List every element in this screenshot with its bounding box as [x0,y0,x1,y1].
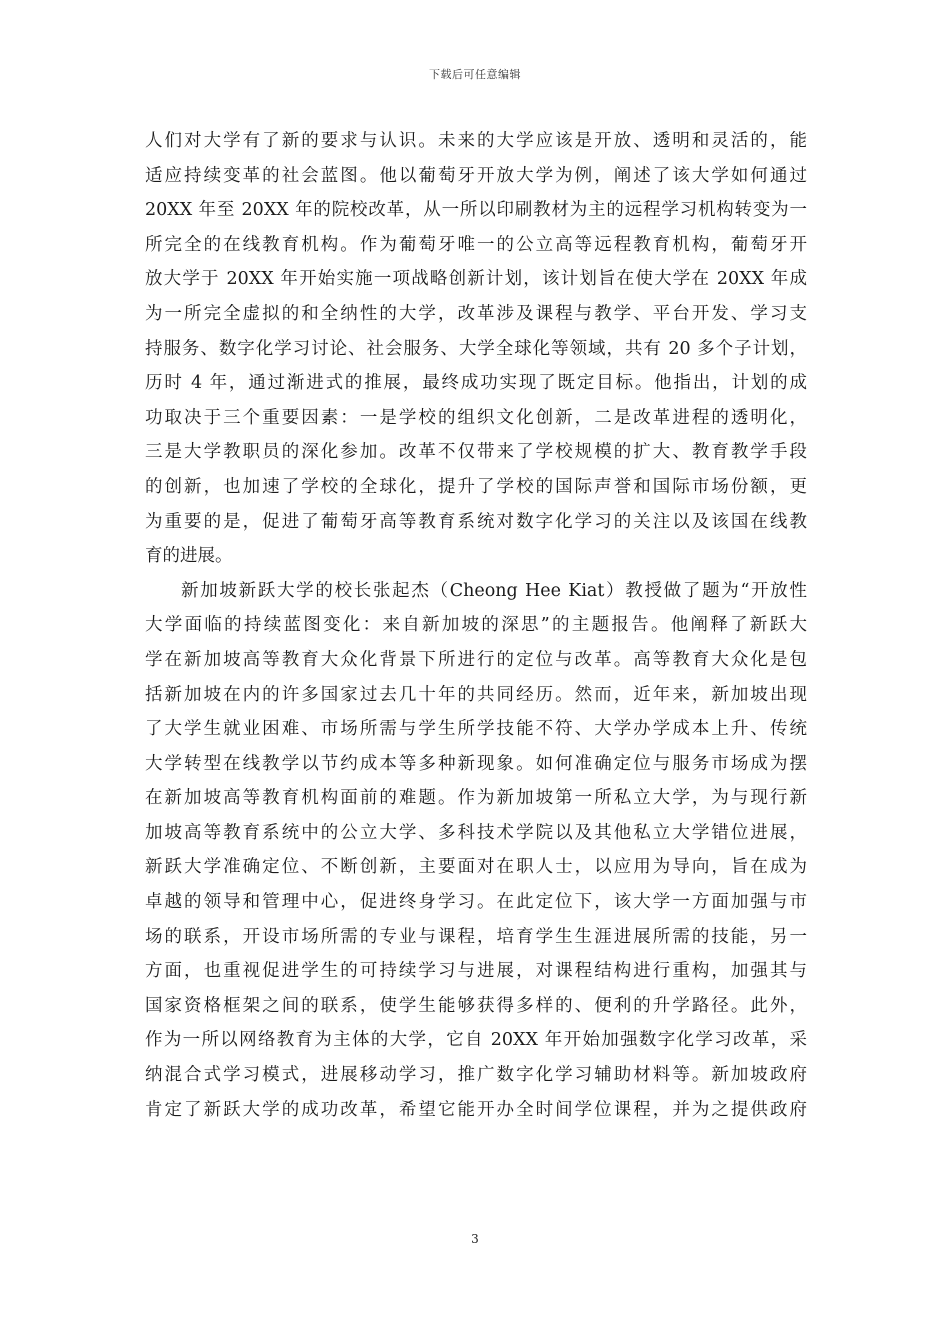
text-line: 20XX 年至 20XX 年的院校改革，从一所以印刷教材为主的远程学习机构转变为一 [145,200,807,221]
text-line: 放大学于 20XX 年开始实施一项战略创新计划，该计划旨在使大学在 20XX 年成 [145,269,807,290]
page-number: 3 [471,1232,479,1246]
text-line: 大学转型在线教学以节约成本等多种新现象。如何准确定位与服务市场成为摆 [145,753,807,774]
text-line: 历时 4 年，通过渐进式的推展，最终成功实现了既定目标。他指出，计划的成 [145,373,807,394]
text-line: 场的联系，开设市场所需的专业与课程，培育学生生涯进展所需的技能，另一 [145,926,807,947]
text-line: 新加坡新跃大学的校长张起杰（Cheong Hee Kiat）教授做了题为“开放性 [181,580,807,601]
text-line: 三是大学教职员的深化参加。改革不仅带来了学校规模的扩大、教育教学手段 [145,442,807,463]
page-header: 下载后可任意编辑 [429,68,521,81]
paragraph-1 [145,124,807,574]
text-line: 卓越的领导和管理中心，促进终身学习。在此定位下，该大学一方面加强与市 [145,892,807,913]
text-line: 大学面临的持续蓝图变化：来自新加坡的深思”的主题报告。他阐释了新跃大 [145,615,807,636]
text-line: 学在新加坡高等教育大众化背景下所进行的定位与改革。高等教育大众化是包 [145,649,807,670]
text-line: 肯定了新跃大学的成功改革，希望它能开办全时间学位课程，并为之提供政府 [145,1099,807,1120]
text-line: 括新加坡在内的许多国家过去几十年的共同经历。然而，近年来，新加坡出现 [145,684,807,705]
text-line: 了大学生就业困难、市场所需与学生所学技能不符、大学办学成本上升、传统 [145,719,807,740]
text-line: 为一所完全虚拟的和全纳性的大学，改革涉及课程与教学、平台开发、学习支 [145,303,807,324]
text-line: 在新加坡高等教育机构面前的难题。作为新加坡第一所私立大学，为与现行新 [145,788,807,809]
text-line: 人们对大学有了新的要求与认识。未来的大学应该是开放、透明和灵活的，能 [145,131,807,151]
text-line: 作为一所以网络教育为主体的大学，它自 20XX 年开始加强数字化学习改革，采 [145,1030,807,1051]
text-line: 育的进展。 [145,546,233,567]
paragraph-2 [145,574,807,1128]
text-line: 方面，也重视促进学生的可持续学习与进展，对课程结构进行重构，加强其与 [145,961,807,982]
text-line: 纳混合式学习模式，进展移动学习，推广数字化学习辅助材料等。新加坡政府 [145,1065,807,1086]
body-text [145,124,807,1127]
text-line: 适应持续变革的社会蓝图。他以葡萄牙开放大学为例，阐述了该大学如何通过 [145,165,807,186]
text-line: 为重要的是，促进了葡萄牙高等教育系统对数字化学习的关注以及该国在线教 [145,511,807,532]
text-line: 功取决于三个重要因素：一是学校的组织文化创新，二是改革进程的透明化， [145,407,807,428]
text-line: 持服务、数字化学习讨论、社会服务、大学全球化等领域，共有 20 多个子计划， [145,338,807,359]
text-line: 加坡高等教育系统中的公立大学、多科技术学院以及其他私立大学错位进展， [145,822,807,843]
text-line: 国家资格框架之间的联系，使学生能够获得多样的、便利的升学路径。此外， [145,995,807,1016]
text-line: 新跃大学准确定位、不断创新，主要面对在职人士，以应用为导向，旨在成为 [145,857,807,878]
text-line: 的创新，也加速了学校的全球化，提升了学校的国际声誉和国际市场份额，更 [145,476,807,497]
text-line: 所完全的在线教育机构。作为葡萄牙唯一的公立高等远程教育机构，葡萄牙开 [145,234,807,255]
